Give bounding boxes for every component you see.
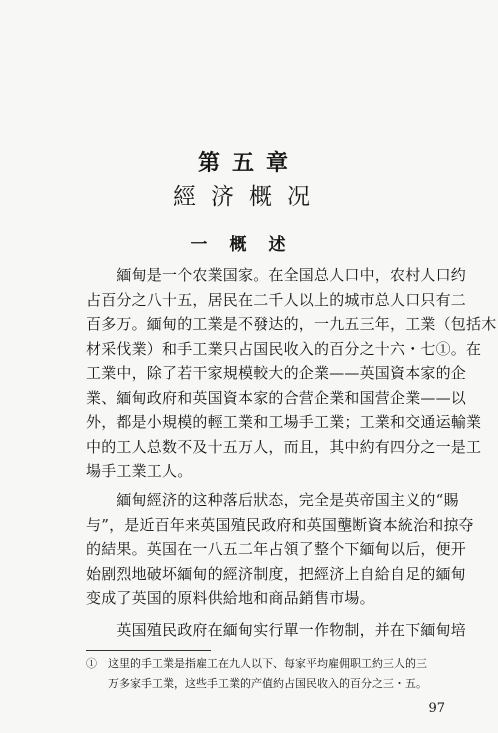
text-line: 百多万。緬甸的工業是不發达的，一九五三年，工業（包括木 [86, 315, 497, 333]
footnote-line: 万多家手工業，这些手工業的产值約占国民收入的百分之三・五。 [86, 677, 427, 690]
text-line: 緬甸是一个农業国家。在全国总人口中，农村人口约 [86, 266, 467, 284]
text-line: 与”，是近百年来英国殖民政府和英国壟断資本統治和掠夺 [86, 515, 474, 534]
footnote [86, 654, 446, 694]
text-line: 業、緬甸政府和英国資本家的合营企業和国营企業——以 [86, 388, 467, 407]
text-line: 緬甸經济的这种落后狀态，完全是英帝国主义的“賜 [86, 491, 459, 509]
text-line: 中的工人总数不及十五万人，而且，其中約有四分之一是工 [86, 437, 482, 456]
footnote-line: ① 这里的手工業是指雇工在九人以下、每家平均雇佣职工約三人的三 [86, 657, 427, 670]
footnote-divider [86, 650, 211, 651]
chapter-number: 第五章 [197, 151, 300, 176]
page-number: 97 [428, 701, 445, 716]
text-line: 外，都是小規模的輕工業和工場手工業；工業和交通运輸業 [86, 413, 482, 431]
text-line: 始剧烈地破坏緬甸的經济制度，把經济上自給自足的緬甸 [86, 564, 467, 583]
section-title: 一概述 [190, 235, 308, 255]
text-line: 工業中，除了若干家規模較大的企業——英国資本家的企 [86, 364, 467, 382]
text-line: 場手工業工人。 [86, 462, 193, 480]
text-line: 材采伐業）和手工業只占国民收入的百分之十六・七①。在 [86, 339, 482, 358]
text-line: 变成了英国的原料供給地和商品銷售市場。 [86, 589, 375, 607]
chapter-title: 經济概况 [173, 184, 325, 210]
text-line: 英国殖民政府在緬甸实行單一作物制，并在下緬甸培 [86, 621, 467, 639]
paragraph-3 [86, 618, 467, 643]
paragraph-2 [86, 488, 474, 611]
paragraph-1 [86, 263, 497, 484]
text-line: 的結果。英国在一八五二年占領了整个下緬甸以后，便开 [86, 540, 467, 558]
text-line: 占百分之八十五，居民在二千人以上的城市总人口只有二 [86, 290, 467, 309]
